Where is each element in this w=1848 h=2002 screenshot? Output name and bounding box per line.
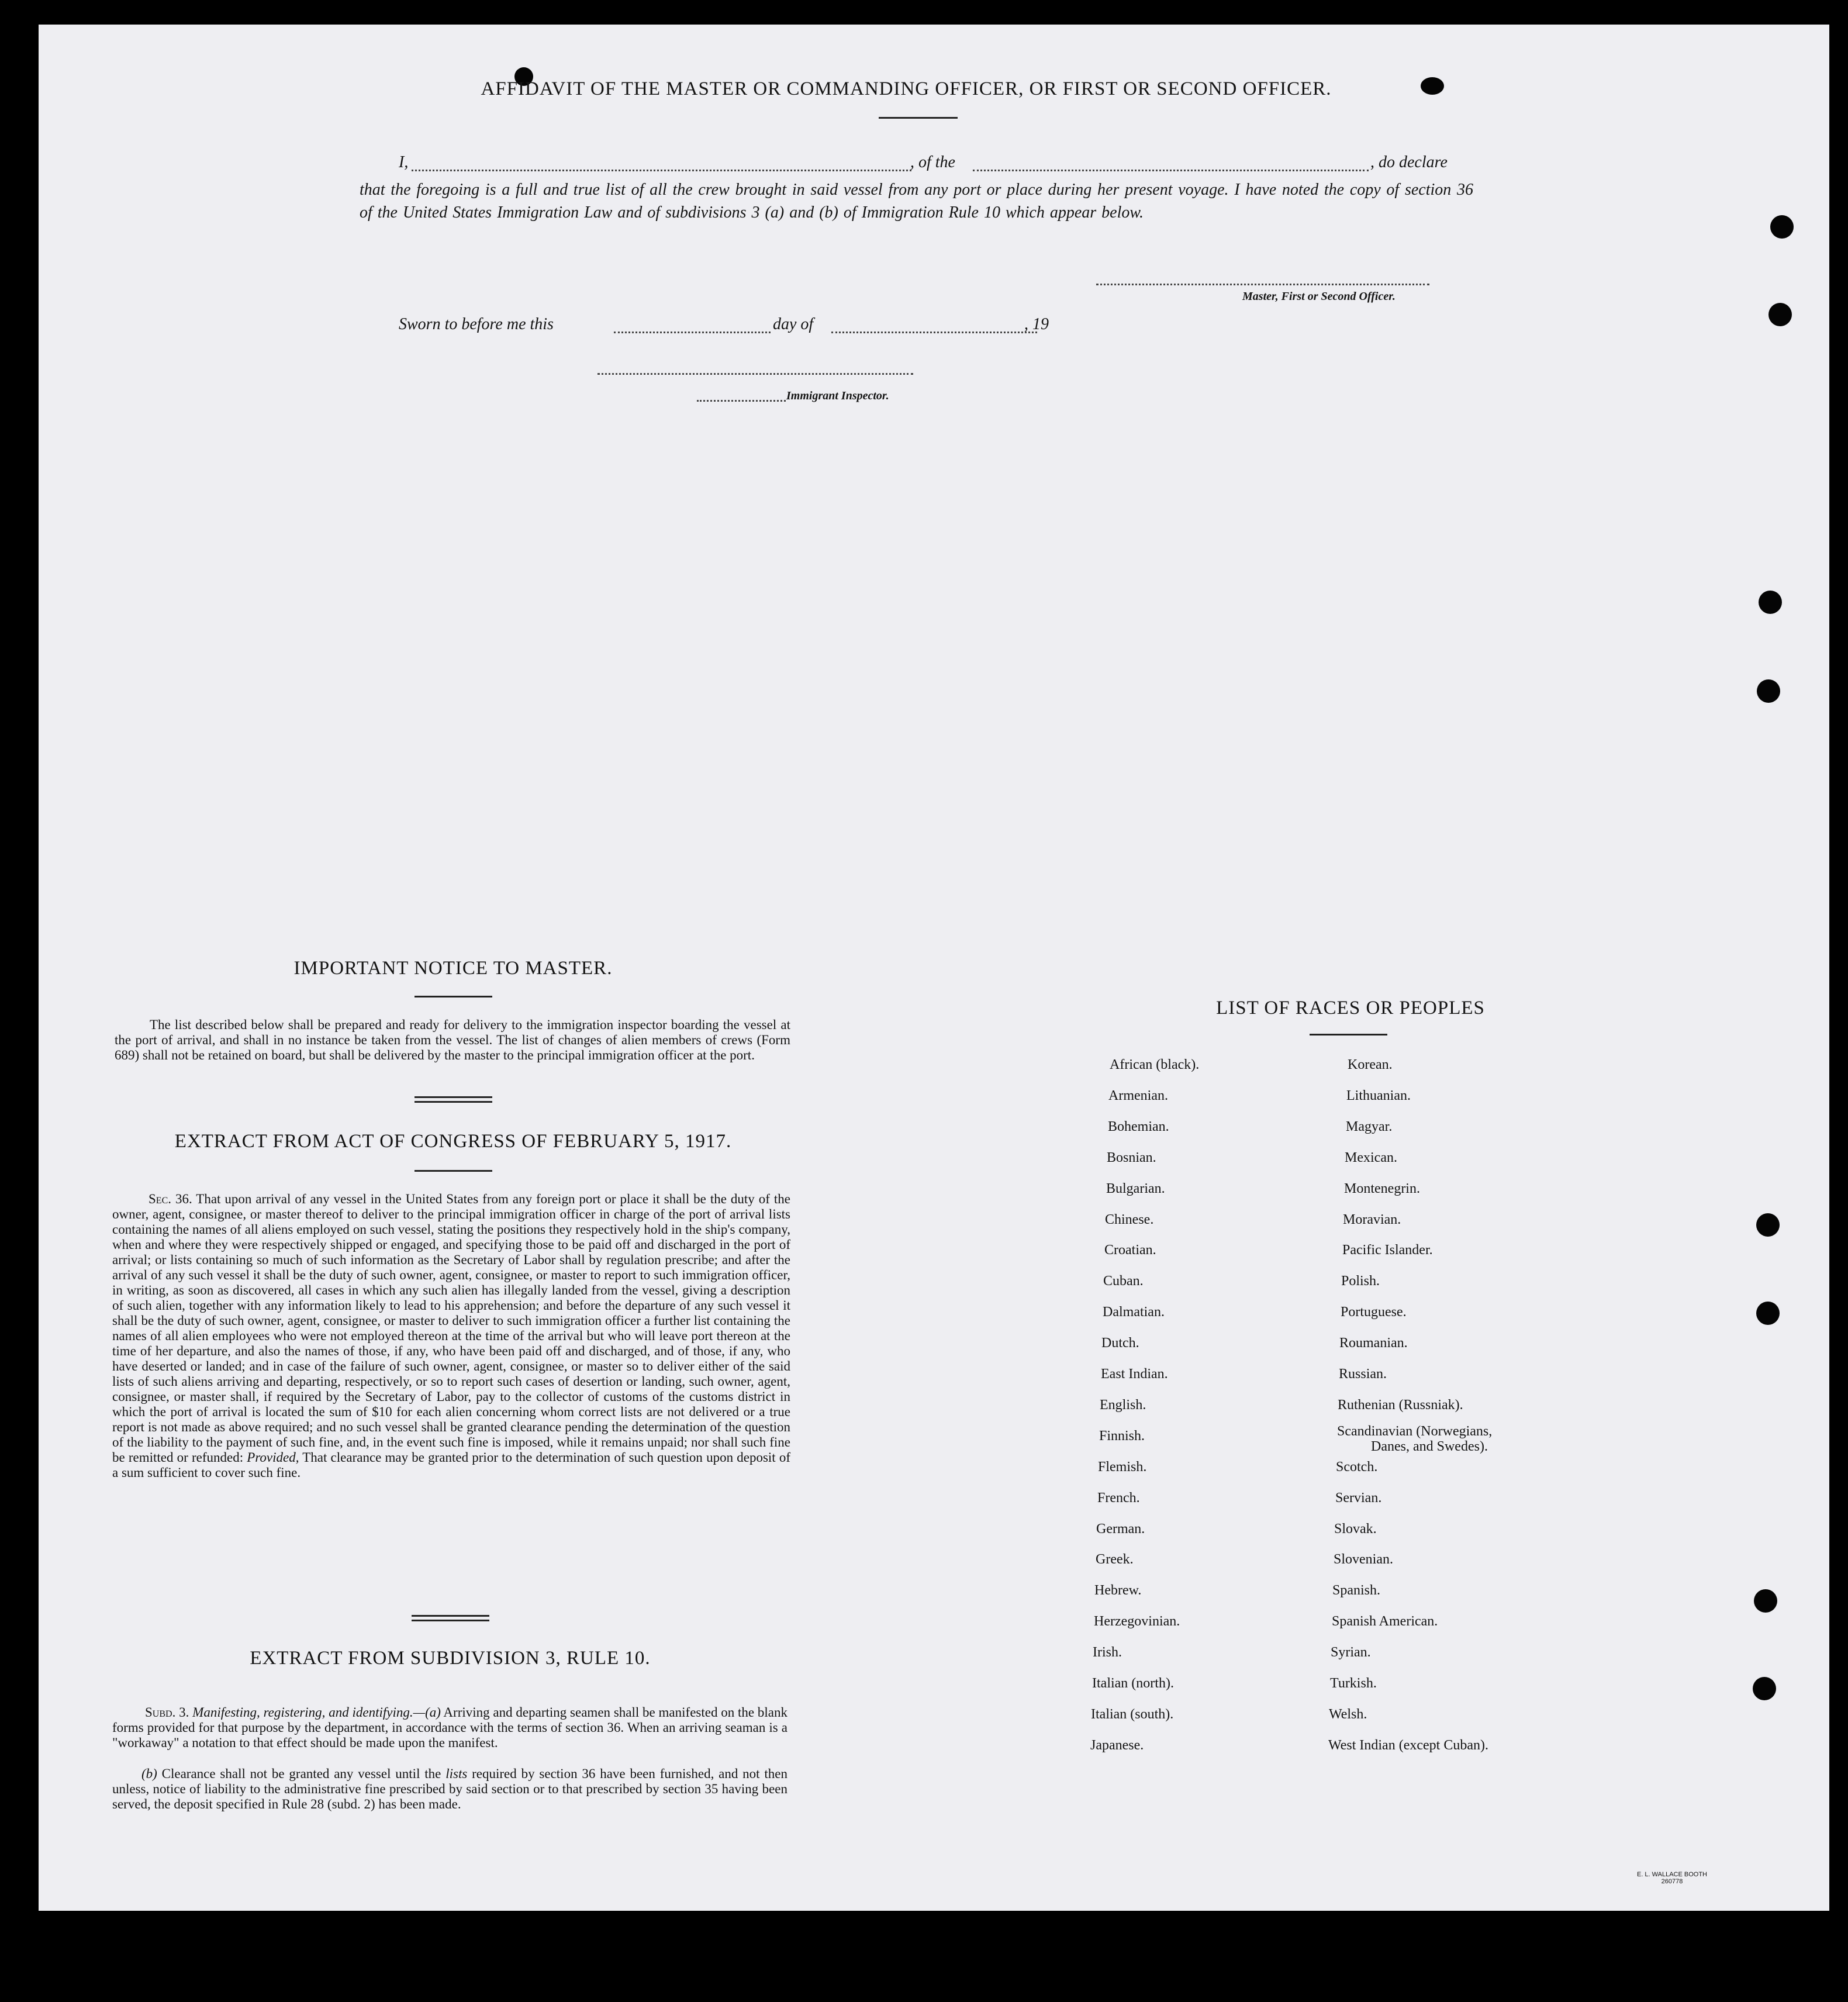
- section-body: That upon arrival of any vessel in the United States from any foreign port or place it shall be the duty of the owner, agent, consignee, or master thereof to deliver to the principal immigration officer in charge of the port of arrival lists containing the names of all aliens employed on such vessel, stating the positions they respectively hold in the ship's company, when and where they were respectively shipped or engaged, and specifying those to be paid off and discharged in the port of arrival; or lists containing so much of such information as the Secretary of Labor shall by regulation prescribe; and after the arrival of any such vessel it shall be the duty of such owner, agent, consignee, or master to report to such immigration officer, in writing, as soon as discovered, all cases in which any such alien has illegally landed from the vessel, giving a description of such alien, together with any information likely to lead to his apprehension; and before the departure of any such vessel it shall be the duty of such owner, agent, consignee, or master to deliver to such immigration officer a further list containing the names of all alien employees who were not employed thereon at the time of the arrival but who will leave port thereon at the time of her departure, and also the names of those, if any, who have been paid off and discharged, and of those, if any, who have deserted or landed; and in case of the failure of such owner, agent, consignee, or master so to deliver either of the said lists of such aliens arriving and departing, respectively, or so to report such cases of desertion or landing, such owner, agent, consignee, or master shall, if required by the Secretary of Labor, pay to the collector of customs of the customs district in which the port of arrival is located the sum of $10 for each alien concerning whom correct lists are not delivered or a true report is not made as above required; and no such vessel shall be granted clearance pending the determination of the question of the liability to the payment of such fine, and, in the event such fine is imposed, while it remains unpaid; nor shall such fine be remitted or refunded:: [112, 1192, 790, 1465]
- stamp-line-2: 260778: [1661, 1878, 1683, 1885]
- label-of-the: , of the: [910, 153, 955, 171]
- race-item: Bohemian.: [1108, 1119, 1169, 1134]
- races-rule: [1310, 1034, 1387, 1035]
- punch-hole: [1770, 215, 1794, 239]
- notice-rule: [414, 996, 492, 997]
- label-i: I,: [399, 153, 409, 171]
- para-b-part1: Clearance shall not be granted any vessel until the: [161, 1766, 441, 1781]
- race-item: Dutch.: [1101, 1335, 1139, 1351]
- subd-label: Subd. 3.: [145, 1705, 189, 1720]
- double-rule: [414, 1101, 492, 1103]
- race-item: Irish.: [1093, 1645, 1122, 1660]
- race-item: Scotch.: [1336, 1459, 1378, 1475]
- race-item: Japanese.: [1090, 1738, 1144, 1753]
- races-title: LIST OF RACES OR PEOPLES: [1216, 997, 1485, 1019]
- sworn-line: [399, 315, 1100, 339]
- double-rule: [412, 1615, 489, 1617]
- race-item: Greek.: [1096, 1552, 1134, 1567]
- stamp-line-1: E. L. WALLACE BOOTH: [1636, 1871, 1707, 1878]
- double-rule: [412, 1620, 489, 1621]
- punch-hole: [1759, 591, 1782, 614]
- race-item: German.: [1096, 1521, 1145, 1537]
- day-of-label: day of: [773, 315, 814, 333]
- race-item: Slovak.: [1334, 1521, 1377, 1537]
- name-field[interactable]: [412, 170, 911, 171]
- race-item: Syrian.: [1331, 1645, 1371, 1660]
- notice-text: The list described below shall be prepared and ready for delivery to the immigration inspector boarding the vessel at the port of arrival, and shall in no instance be taken from the vessel. The list of changes of alien members of crews (Form 689) shall not be retained on board, but shall be delivered by the master to the principal immigration officer at the port.: [115, 1017, 790, 1062]
- double-rule: [414, 1096, 492, 1098]
- race-item: Scandinavian (Norwegians,: [1337, 1424, 1493, 1439]
- race-item: Slovenian.: [1334, 1552, 1393, 1567]
- act-extract-title: EXTRACT FROM ACT OF CONGRESS OF FEBRUARY 5, 1917.: [174, 1131, 732, 1152]
- race-item: Finnish.: [1099, 1428, 1145, 1444]
- officer-signature-line[interactable]: [1096, 284, 1429, 285]
- race-item: East Indian.: [1101, 1366, 1168, 1382]
- race-item: Portuguese.: [1341, 1304, 1407, 1320]
- officer-signature-caption: Master, First or Second Officer.: [1242, 290, 1396, 303]
- race-item: French.: [1097, 1490, 1140, 1506]
- inspector-caption: Immigrant Inspector.: [786, 389, 889, 402]
- race-item: Pacific Islander.: [1342, 1242, 1433, 1258]
- race-item: Dalmatian.: [1103, 1304, 1165, 1320]
- race-item: Turkish.: [1330, 1676, 1377, 1691]
- race-item: Lithuanian.: [1346, 1088, 1411, 1103]
- vessel-field[interactable]: [973, 170, 1369, 171]
- punch-hole: [1756, 1213, 1780, 1237]
- race-item: West Indian (except Cuban).: [1328, 1738, 1488, 1753]
- subd-3-paragraph-a: [112, 1705, 787, 1751]
- year-label: , 19: [1024, 315, 1049, 333]
- section-label: Sec. 36.: [148, 1192, 192, 1206]
- sworn-day-field[interactable]: [614, 332, 771, 333]
- race-item: Bulgarian.: [1106, 1181, 1165, 1196]
- race-item: Cuban.: [1103, 1273, 1144, 1289]
- inspector-signature-line[interactable]: [597, 373, 913, 375]
- race-item: Hebrew.: [1094, 1583, 1142, 1598]
- inspector-caption-lead: [697, 400, 786, 402]
- punch-hole: [1754, 1589, 1777, 1613]
- title-rule: [879, 117, 958, 119]
- label-do-declare: , do declare: [1370, 153, 1448, 171]
- race-item: Ruthenian (Russniak).: [1338, 1397, 1463, 1413]
- section-36-text: [112, 1192, 790, 1480]
- race-item: Magyar.: [1346, 1119, 1393, 1134]
- race-item: Armenian.: [1108, 1088, 1168, 1103]
- race-item: English.: [1100, 1397, 1146, 1413]
- punch-hole: [1753, 1677, 1776, 1700]
- race-item: Servian.: [1335, 1490, 1382, 1506]
- provided-body: That clearance may be granted prior to the determination of such question upon deposit of a sum sufficient to cover such fine.: [112, 1450, 790, 1480]
- punch-hole: [1757, 679, 1780, 703]
- race-item: Croatian.: [1104, 1242, 1156, 1258]
- subd-3-paragraph-b: [112, 1766, 787, 1812]
- subd-para-a: Arriving and departing seamen shall be manifested on the blank forms provided for that purpose by the department, in accordance with the terms of section 36. When an arriving seaman is a "workaway" a notation to that effect should be made upon the manifest.: [112, 1705, 788, 1750]
- sworn-month-field[interactable]: [831, 332, 1037, 333]
- race-item: Roumanian.: [1339, 1335, 1408, 1351]
- punch-hole: [1768, 303, 1792, 326]
- b-label: (b): [141, 1766, 157, 1781]
- printer-stamp: [1631, 1871, 1713, 1885]
- race-item: Italian (north).: [1092, 1676, 1174, 1691]
- race-item: Spanish.: [1332, 1583, 1381, 1598]
- subd-heading: Manifesting, registering, and identifying.—(a): [192, 1705, 441, 1720]
- race-item: Polish.: [1341, 1273, 1380, 1289]
- rule-extract-title: EXTRACT FROM SUBDIVISION 3, RULE 10.: [250, 1648, 651, 1669]
- act-rule: [414, 1170, 492, 1172]
- declaration-text: that the foregoing is a full and true list of all the crew brought in said vessel from any port or place during her present voyage. I have noted the copy of section 36 of the United States Immigration Law and of subdivisions 3 (a) and (b) of Immigration Rule 10 which appear below.: [360, 181, 1473, 222]
- race-item: Korean.: [1348, 1057, 1393, 1072]
- declarant-line: [399, 153, 1478, 175]
- affidavit-title: AFFIDAVIT OF THE MASTER OR COMMANDING OFFICER, OR FIRST OR SECOND OFFICER.: [481, 78, 1332, 99]
- sworn-label: Sworn to before me this: [399, 315, 554, 333]
- race-item: Welsh.: [1329, 1707, 1367, 1722]
- para-b-part2: required by section 36 have been furnished, and not then unless, notice of liability to the administrative fine prescribed by said section or to that prescribed by section 35 having been served, the deposit specified in Rule 28 (subd. 2) has been made.: [112, 1766, 788, 1811]
- punch-hole: [1756, 1302, 1780, 1325]
- race-item: Flemish.: [1098, 1459, 1147, 1475]
- para-b-lists: lists: [445, 1766, 468, 1781]
- race-item: African (black).: [1110, 1057, 1200, 1072]
- race-item: Herzegovinian.: [1094, 1614, 1180, 1629]
- race-item: Chinese.: [1105, 1212, 1154, 1227]
- race-item: Moravian.: [1343, 1212, 1401, 1227]
- race-item: Spanish American.: [1332, 1614, 1438, 1629]
- race-item: Russian.: [1339, 1366, 1387, 1382]
- race-item: Danes, and Swedes).: [1371, 1439, 1488, 1454]
- race-item: Bosnian.: [1107, 1150, 1156, 1165]
- provided-label: Provided,: [247, 1450, 299, 1465]
- race-item: Italian (south).: [1091, 1707, 1174, 1722]
- notice-title: IMPORTANT NOTICE TO MASTER.: [293, 958, 613, 979]
- race-item: Montenegrin.: [1344, 1181, 1420, 1196]
- race-item: Mexican.: [1345, 1150, 1397, 1165]
